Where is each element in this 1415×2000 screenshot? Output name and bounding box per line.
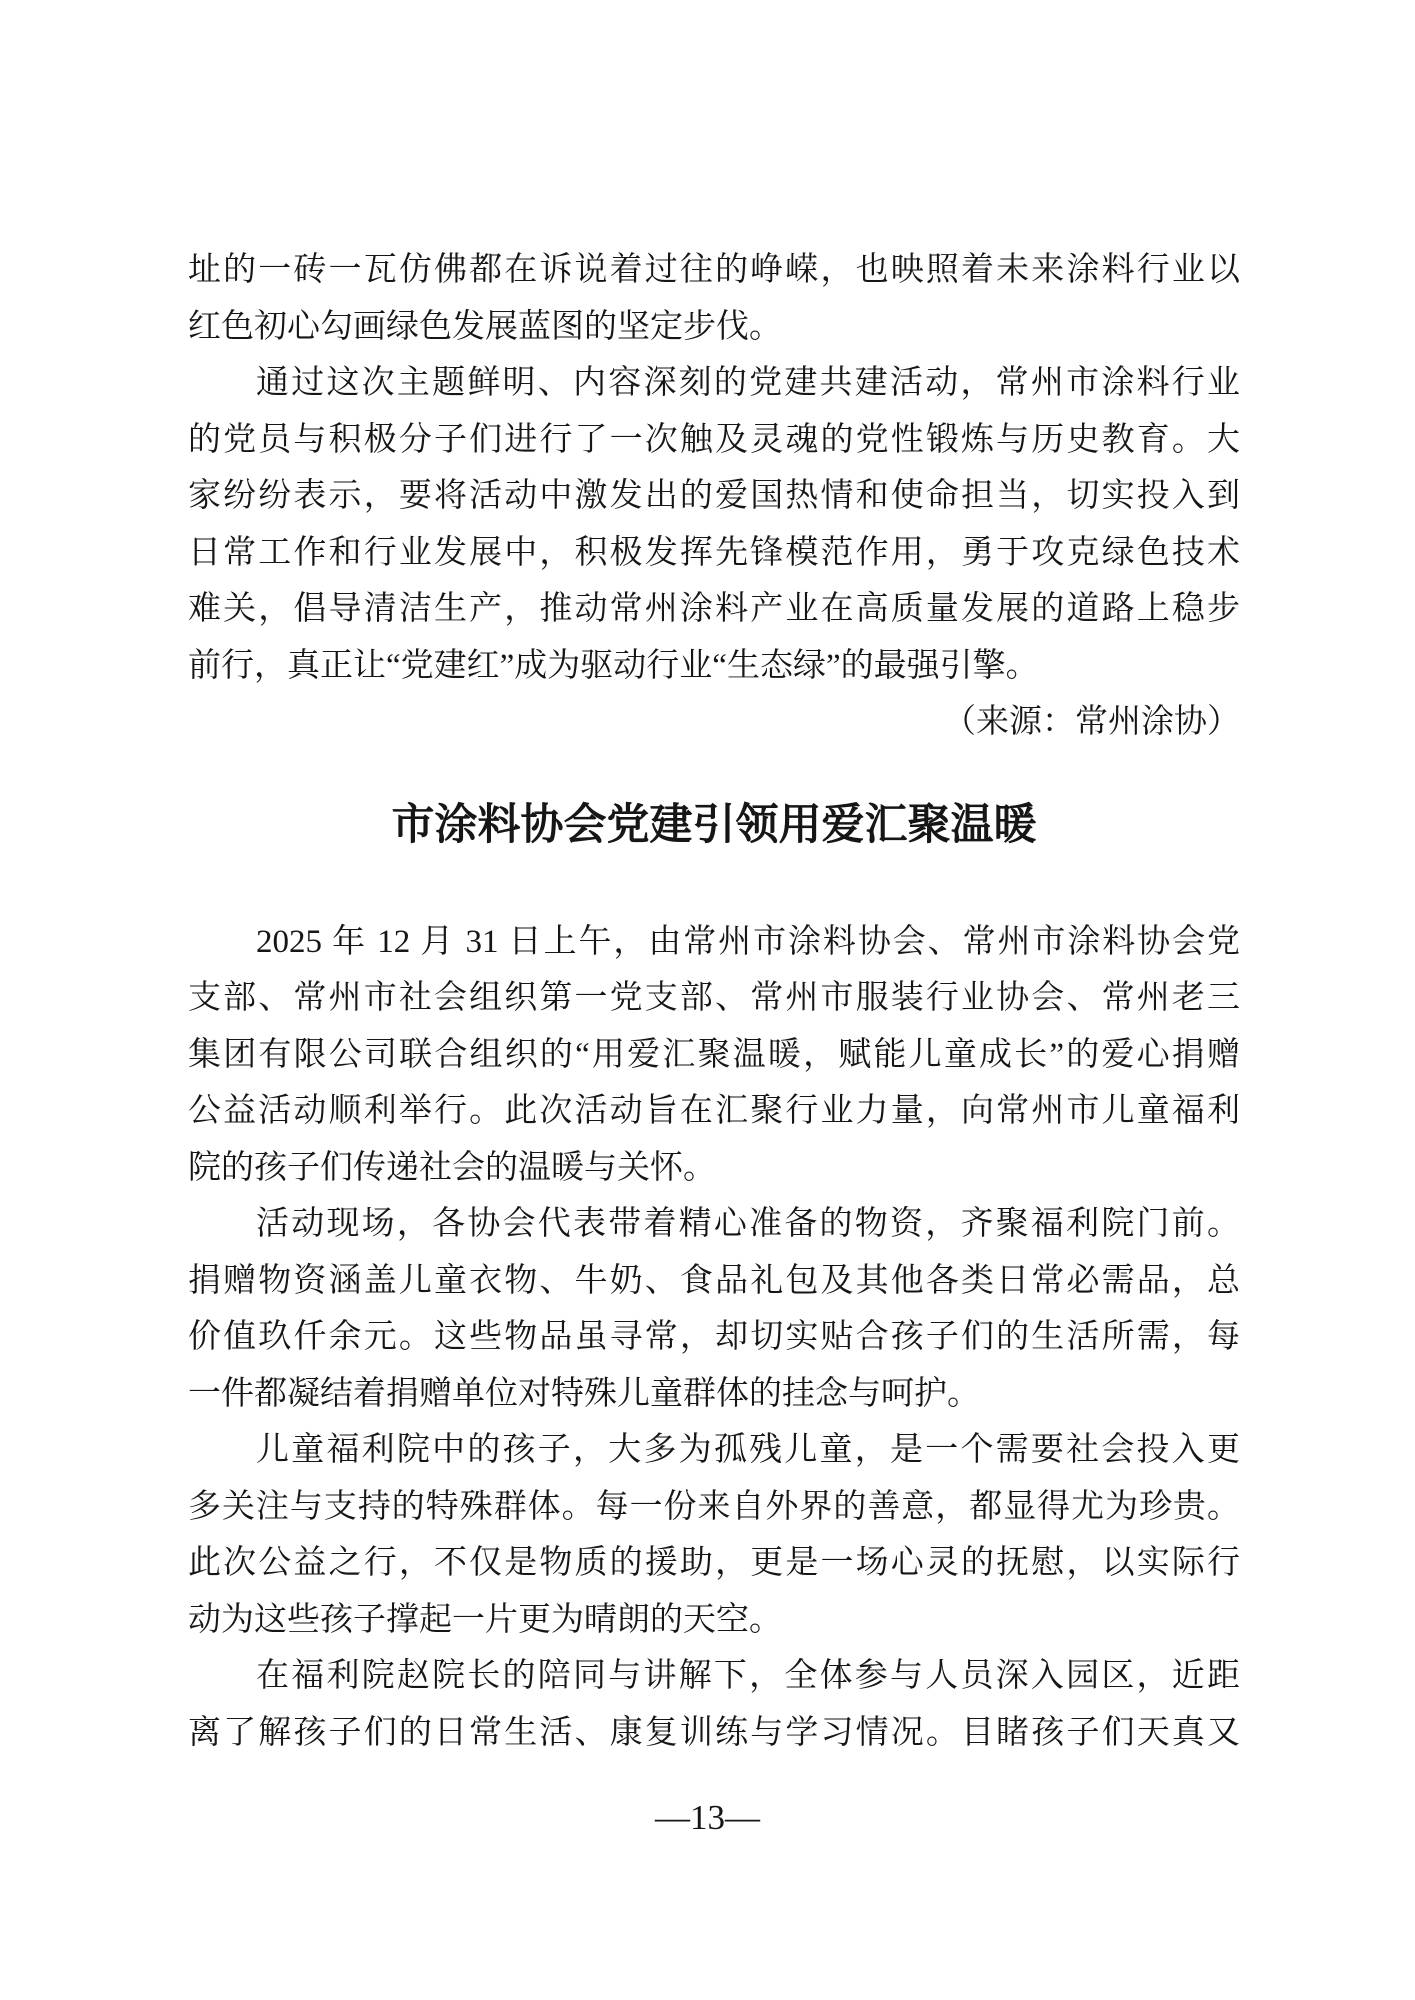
text-line: 日常工作和行业发展中，积极发挥先锋模范作用，勇于攻克绿色技术 bbox=[188, 534, 1240, 571]
text-line: 儿童福利院中的孩子，大多为孤残儿童，是一个需要社会投入更 bbox=[256, 1432, 1240, 1468]
text-line: 在福利院赵院长的陪同与讲解下，全体参与人员深入园区，近距 bbox=[256, 1658, 1240, 1694]
text-line: 捐赠物资涵盖儿童衣物、牛奶、食品礼包及其他各类日常必需品，总 bbox=[188, 1262, 1240, 1299]
text-line: 通过这次主题鲜明、内容深刻的党建共建活动，常州市涂料行业 bbox=[256, 365, 1240, 401]
text-line: 前行，真正让“党建红”成为驱动行业“生态绿”的最强引擎。 bbox=[188, 647, 1039, 684]
text-line: 址的一砖一瓦仿佛都在诉说着过往的峥嵘，也映照着未来涂料行业以 bbox=[188, 252, 1240, 288]
text-line: 动为这些孩子撑起一片更为晴朗的天空。 bbox=[188, 1601, 782, 1638]
text-line: 多关注与支持的特殊群体。每一份来自外界的善意，都显得尤为珍贵。 bbox=[188, 1488, 1240, 1525]
text-line: 离了解孩子们的日常生活、康复训练与学习情况。目睹孩子们天真又 bbox=[188, 1714, 1240, 1751]
text-line: 价值玖仟余元。这些物品虽寻常，却切实贴合孩子们的生活所需，每 bbox=[188, 1319, 1240, 1355]
text-line: 家纷纷表示，要将活动中激发出的爱国热情和使命担当，切实投入到 bbox=[188, 478, 1240, 514]
article-title: 市涂料协会党建引领用爱汇聚温暖 bbox=[391, 801, 1037, 849]
text-line: 公益活动顺利举行。此次活动旨在汇聚行业力量，向常州市儿童福利 bbox=[188, 1093, 1240, 1129]
text-line: 院的孩子们传递社会的温暖与关怀。 bbox=[188, 1149, 716, 1186]
text-line: 支部、常州市社会组织第一党支部、常州市服装行业协会、常州老三 bbox=[188, 980, 1240, 1016]
text-line: 难关，倡导清洁生产，推动常州涂料产业在高质量发展的道路上稳步 bbox=[188, 591, 1240, 627]
page-body bbox=[188, 242, 1240, 1761]
page-number: —13— bbox=[655, 1798, 760, 1837]
text-line: 红色初心勾画绿色发展蓝图的坚定步伐。 bbox=[188, 308, 782, 345]
text-line: 集团有限公司联合组织的“用爱汇聚温暖，赋能儿童成长”的爱心捐赠 bbox=[188, 1036, 1240, 1073]
text-line: 一件都凝结着捐赠单位对特殊儿童群体的挂念与呵护。 bbox=[188, 1375, 980, 1412]
text-line: 的党员与积极分子们进行了一次触及灵魂的党性锻炼与历史教育。大 bbox=[188, 421, 1240, 458]
text-line: 2025 年 12 月 31 日上午，由常州市涂料协会、常州市涂料协会党 bbox=[256, 923, 1240, 960]
text-line: 活动现场，各协会代表带着精心准备的物资，齐聚福利院门前。 bbox=[256, 1206, 1240, 1242]
text-line: 此次公益之行，不仅是物质的援助，更是一场心灵的抚慰，以实际行 bbox=[188, 1545, 1240, 1581]
source-attribution: （来源：常州涂协） bbox=[943, 704, 1240, 740]
